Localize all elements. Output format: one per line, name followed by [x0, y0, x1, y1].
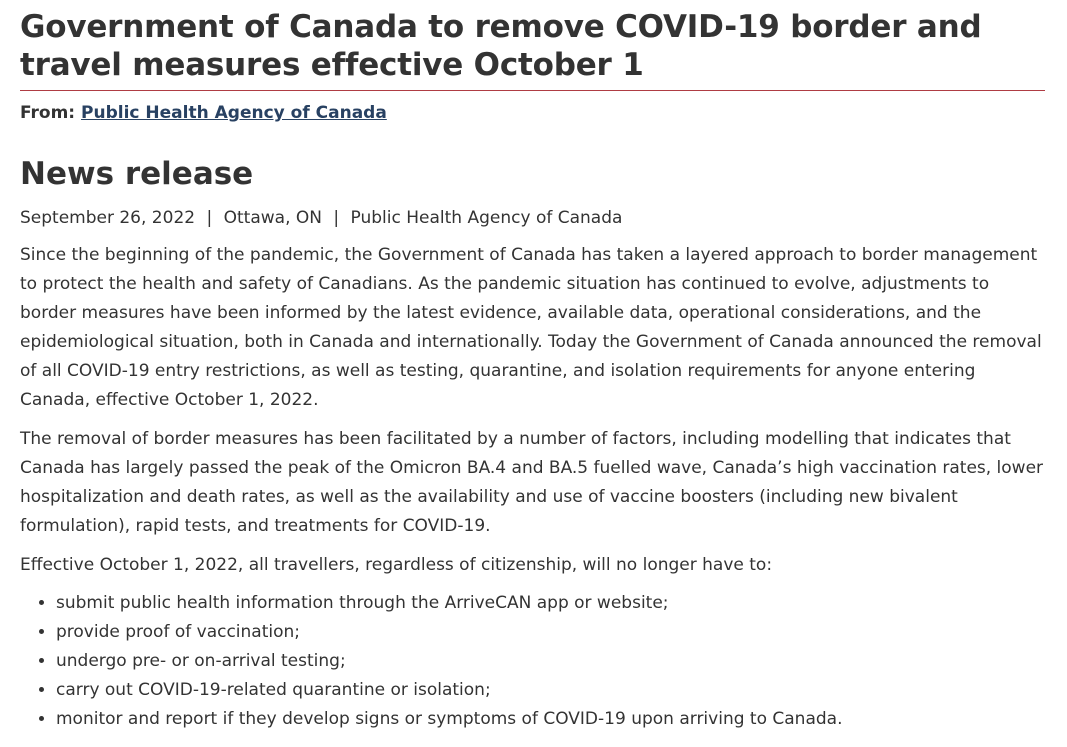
from-line: [20, 101, 1045, 125]
release-agency: Public Health Agency of Canada: [350, 208, 623, 228]
paragraph-intro: Since the beginning of the pandemic, the Government of Canada has taken a layered approach to border management to protect the health and safety of Canadians. As the pandemic situation has continued to evolve, adjustments to border measures have been informed by the latest evidence, available data, operational considerations, and the epidemiological situation, both in Canada and internationally. Today the Government of Canada announced the removal of all COVID-19 entry restrictions, as well as testing, quarantine, and isolation requirements for anyone entering Canada, effective October 1, 2022.: [20, 245, 1042, 410]
meta-separator: |: [333, 208, 340, 228]
list-item: • undergo pre- or on-arrival testing;: [56, 647, 1045, 676]
requirements-list: [20, 589, 1045, 734]
list-item: • carry out COVID-19-related quarantine or isolation;: [56, 676, 1045, 705]
release-location: Ottawa, ON: [223, 208, 322, 228]
list-item: • monitor and report if they develop signs or symptoms of COVID-19 upon arriving to Canada.: [56, 705, 1045, 734]
list-item: • submit public health information through the ArriveCAN app or website;: [56, 589, 1045, 618]
meta-separator: |: [206, 208, 213, 228]
from-label: From:: [20, 103, 76, 123]
paragraph-effective: Effective October 1, 2022, all travellers, regardless of citizenship, will no longer have to:: [20, 555, 773, 575]
release-date: September 26, 2022: [20, 208, 196, 228]
paragraph-factors: The removal of border measures has been facilitated by a number of factors, including modelling that indicates that Canada has largely passed the peak of the Omicron BA.4 and BA.5 fuelled wave, Canada’s high vaccination rates, lower hospitalization and death rates, as well as the availability and use of vaccine boosters (including new bivalent formulation), rapid tests, and treatments for COVID-19.: [20, 429, 1044, 536]
list-item: • provide proof of vaccination;: [56, 618, 1045, 647]
release-meta: [20, 205, 1045, 231]
section-title: News release: [20, 156, 254, 192]
page-title: Government of Canada to remove COVID-19 border and travel measures effective October 1: [20, 8, 1045, 91]
agency-link[interactable]: Public Health Agency of Canada: [81, 103, 387, 123]
